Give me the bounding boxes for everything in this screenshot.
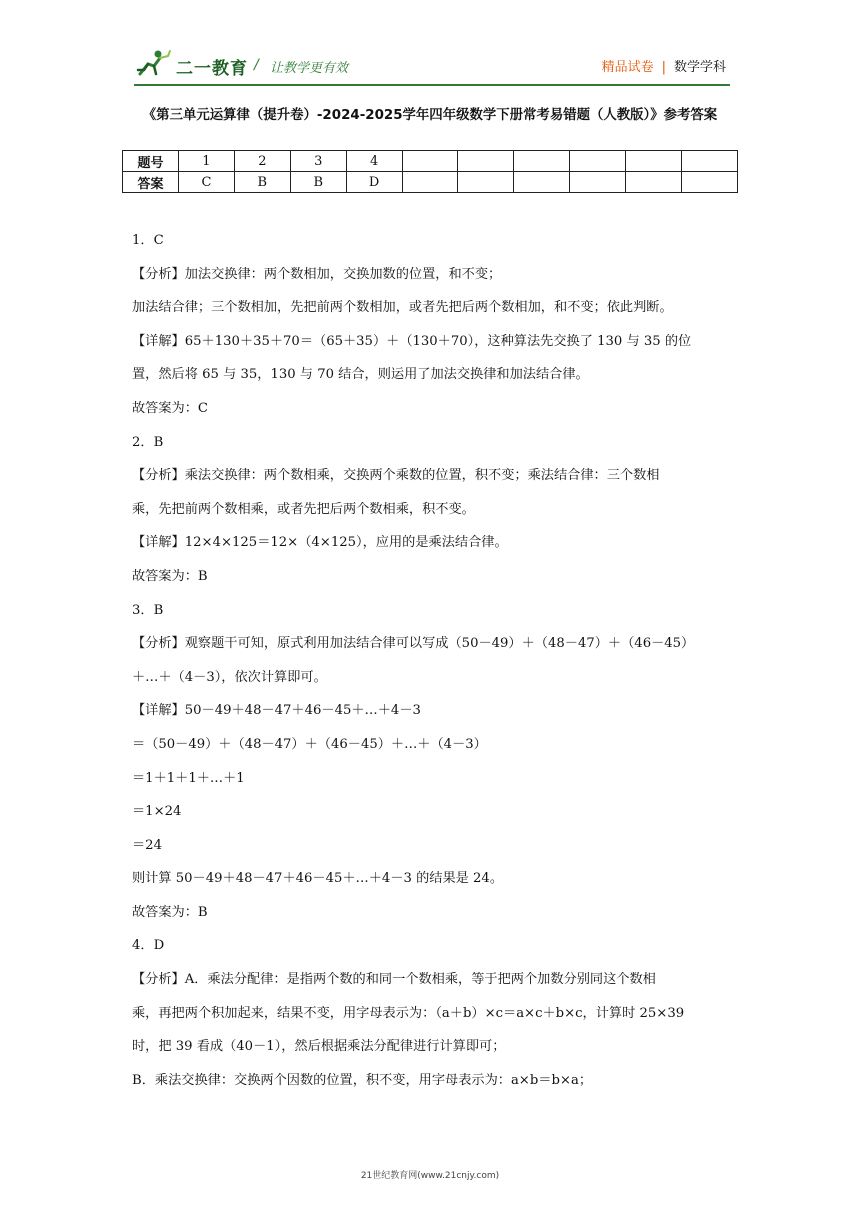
detail-line: 则计算 50－49＋48－47＋46－45＋…＋4－3 的结果是 24。 (132, 871, 504, 887)
answer-explanations (132, 224, 742, 1097)
table-row-answers (123, 172, 738, 193)
header-slash: / (254, 57, 259, 73)
table-cell (514, 172, 570, 193)
detail-line: 置，然后将 65 与 35，130 与 70 结合，则运用了加法交换律和加法结合律。 (132, 367, 589, 383)
table-cell: B (234, 172, 290, 193)
page-header (134, 44, 730, 86)
table-cell (682, 172, 738, 193)
row-label-answer: 答案 (123, 172, 179, 193)
brand-slogan: 让教学更有效 (270, 61, 349, 76)
table-cell: 3 (290, 151, 346, 172)
table-cell (402, 151, 458, 172)
row-label-number: 题号 (123, 151, 179, 172)
table-cell (458, 172, 514, 193)
table-cell (626, 172, 682, 193)
detail-line: ＝1＋1＋1＋…＋1 (132, 770, 245, 786)
table-cell (402, 172, 458, 193)
analysis-line: 乘，再把两个积加起来，结果不变，用字母表示为：（a＋b）×c＝a×c＋b×c，计算时 25×39 (132, 1005, 685, 1021)
answer-line: 故答案为：B (132, 904, 208, 920)
header-tags (602, 56, 726, 75)
detail-line: ＝24 (132, 837, 162, 853)
table-row-numbers (123, 151, 738, 172)
page-footer: 21世纪教育网(www.21cnjy.com) (360, 1171, 500, 1181)
analysis-line: 【分析】观察题干可知，原式利用加法结合律可以写成（50－49）＋（48－47）＋（46－45） (132, 636, 695, 652)
detail-line: ＝1×24 (132, 804, 182, 820)
document-title: 《第三单元运算律（提升卷）-2024-2025学年四年级数学下册常考易错题（人教版）》参考答案 (142, 108, 718, 123)
table-cell (570, 151, 626, 172)
answer-line: 故答案为：B (132, 568, 208, 584)
detail-line: 【详解】12×4×125＝12×（4×125），应用的是乘法结合律。 (132, 535, 508, 551)
tag-separator: | (661, 60, 666, 75)
table-cell: 4 (346, 151, 402, 172)
brand-name: 二一教育 (176, 59, 248, 79)
table-cell: B (290, 172, 346, 193)
answer-line: 故答案为：C (132, 400, 209, 416)
analysis-line: 【分析】乘法交换律：两个数相乘，交换两个乘数的位置，积不变；乘法结合律：三个数相 (132, 468, 660, 484)
runner-logo-icon (134, 48, 174, 80)
table-cell (682, 151, 738, 172)
analysis-line: ＋…＋（4－3），依次计算即可。 (132, 669, 327, 685)
analysis-line: 【分析】A．乘法分配律：是指两个数的和同一个数相乘，等于把两个加数分别同这个数相 (132, 972, 656, 988)
detail-line: 【详解】65＋130＋35＋70＝（65＋35）＋（130＋70），这种算法先交换了 130 与 35 的位 (132, 333, 692, 349)
analysis-line: 时，把 39 看成（40－1），然后根据乘法分配律进行计算即可； (132, 1039, 506, 1055)
table-cell: C (179, 172, 235, 193)
question-heading: 3．B (132, 602, 164, 618)
table-cell: 2 (234, 151, 290, 172)
detail-line: ＝（50－49）＋（48－47）＋（46－45）＋…＋（4－3） (132, 736, 487, 752)
table-cell (458, 151, 514, 172)
analysis-line: 加法结合律；三个数相加，先把前两个数相加，或者先把后两个数相加，和不变；依此判断。 (132, 300, 673, 316)
table-cell (626, 151, 682, 172)
analysis-line: 【分析】加法交换律：两个数相加，交换加数的位置，和不变； (132, 266, 502, 282)
answer-table (122, 150, 738, 193)
tag-quality-paper: 精品试卷 (601, 60, 654, 75)
table-cell (570, 172, 626, 193)
tag-subject: 数学学科 (673, 60, 726, 75)
analysis-line: 乘，先把前两个数相乘，或者先把后两个数相乘，积不变。 (132, 501, 475, 517)
logo (134, 48, 364, 80)
question-heading: 1．C (132, 233, 164, 248)
table-cell: D (346, 172, 402, 193)
analysis-line: B．乘法交换律：交换两个因数的位置，积不变，用字母表示为：a×b＝b×a； (132, 1072, 593, 1088)
question-heading: 2．B (132, 434, 164, 450)
table-cell (514, 151, 570, 172)
question-heading: 4．D (132, 938, 165, 954)
detail-line: 【详解】50－49＋48－47＋46－45＋…＋4－3 (132, 703, 421, 719)
table-cell: 1 (179, 151, 235, 172)
